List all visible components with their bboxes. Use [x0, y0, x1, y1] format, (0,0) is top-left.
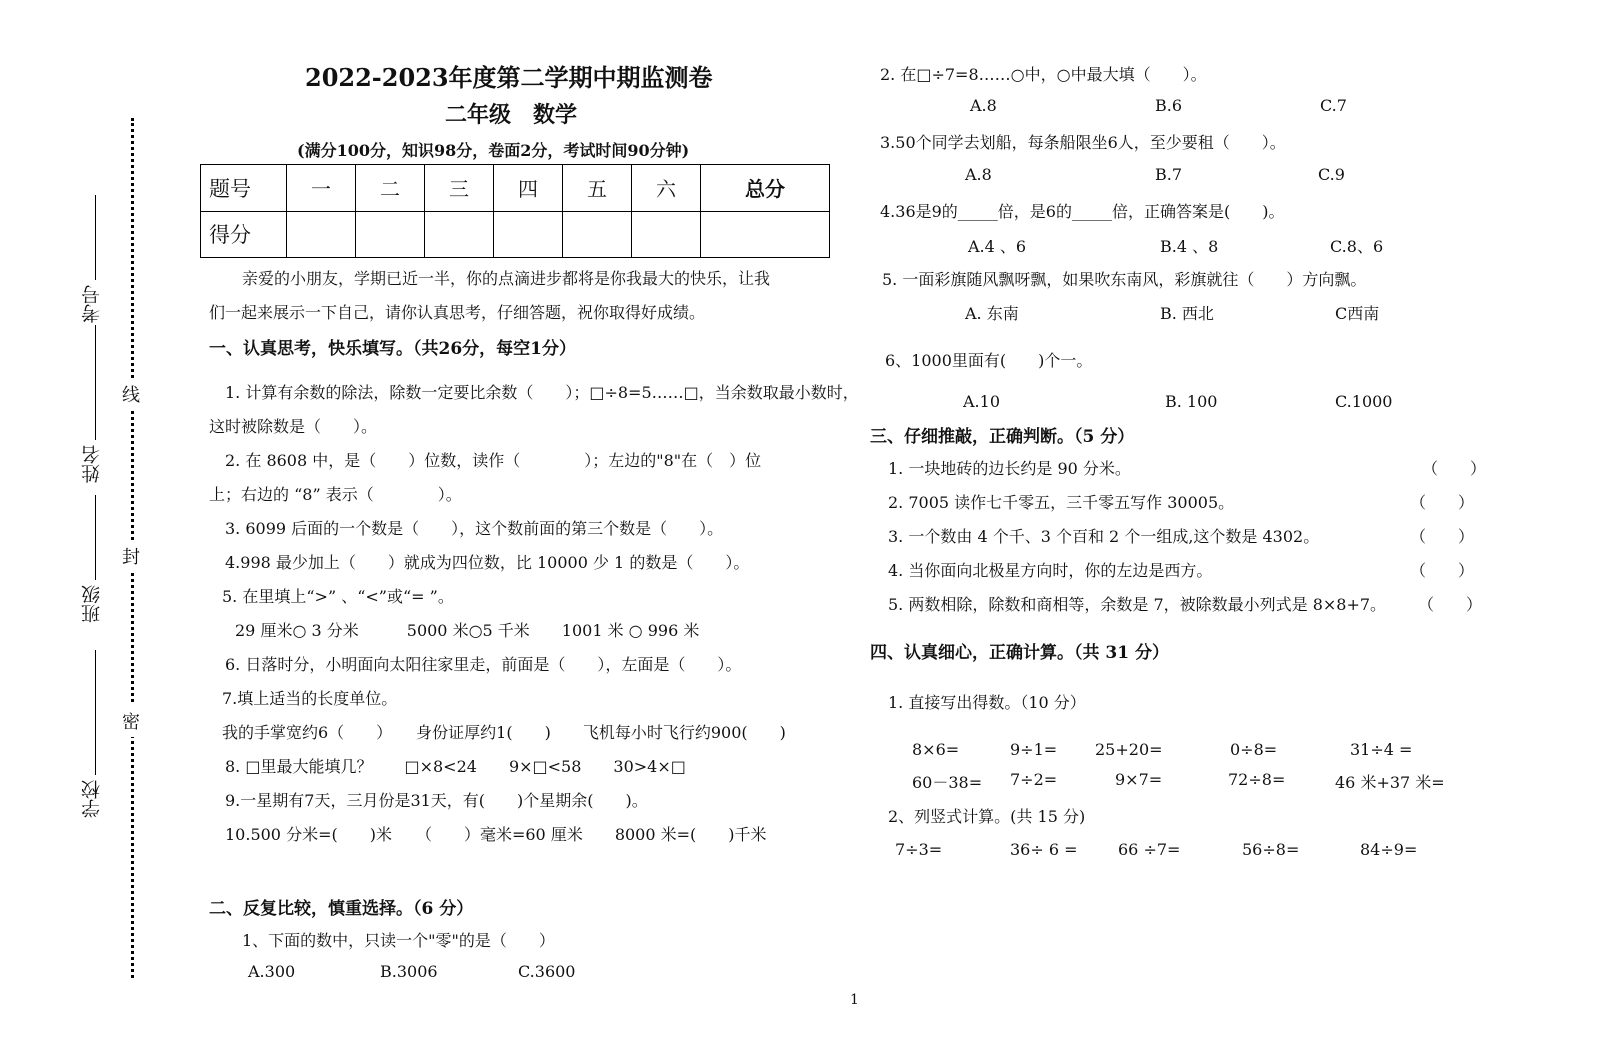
s2-q1: 1、下面的数中，只读一个"零"的是（ ）: [242, 931, 555, 950]
section2-title: 二、反复比较，慎重选择。（6 分）: [209, 899, 474, 919]
exam-note: (满分100分，知识98分，卷面2分，考试时间90分钟): [297, 141, 690, 160]
score-cell[interactable]: [563, 211, 632, 258]
calc-item: 60－38=: [912, 773, 983, 792]
col-3: 三: [425, 165, 494, 212]
s1-line: 9.一星期有7天，三月份是31天，有( )个星期余( )。: [225, 791, 648, 810]
s2-q4-opt-c[interactable]: C.8、6: [1330, 237, 1384, 256]
s2-q3-opt-c[interactable]: C.9: [1318, 165, 1345, 184]
s2-q5-opt-a[interactable]: A. 东南: [965, 304, 1019, 323]
score-cell[interactable]: [356, 211, 425, 258]
s2-q5-opt-b[interactable]: B. 西北: [1160, 304, 1214, 323]
seal-char-mi: 密: [122, 705, 140, 737]
name-label: 姓名: [81, 445, 103, 483]
s2-q3-opt-a[interactable]: A.8: [965, 165, 992, 184]
score-cell[interactable]: [287, 211, 356, 258]
calc-item: 7÷2=: [1010, 770, 1058, 789]
col-5: 五: [563, 165, 632, 212]
section3-title: 三、仔细推敲，正确判断。（5 分）: [870, 427, 1135, 447]
school-field[interactable]: [95, 650, 96, 775]
s1-line: 29 厘米○ 3 分米 5000 米○5 千米 1001 米 ○ 996 米: [235, 621, 700, 640]
calc-item: 9÷1=: [1010, 740, 1058, 759]
s4-sub1: 1. 直接写出得数。（10 分）: [888, 693, 1086, 712]
s4-sub2: 2、列竖式计算。(共 15 分): [888, 807, 1086, 826]
s2-q5: 5. 一面彩旗随风飘呀飘，如果吹东南风，彩旗就往（ ）方向飘。: [882, 270, 1367, 289]
s1-line: 7.填上适当的长度单位。: [222, 689, 398, 708]
calc-item: 0÷8=: [1230, 740, 1278, 759]
calc-item: 46 米+37 米=: [1335, 773, 1445, 792]
s3-item-1-bracket[interactable]: （ ）: [1422, 459, 1487, 478]
s2-q3: 3.50个同学去划船，每条船限坐6人，至少要租（ ）。: [880, 133, 1286, 152]
vertical-calc-item: 66 ÷7=: [1118, 840, 1181, 859]
s1-line: 4.998 最少加上（ ）就成为四位数，比 10000 少 1 的数是（ ）。: [225, 553, 750, 572]
score-cell[interactable]: [494, 211, 563, 258]
col-4: 四: [494, 165, 563, 212]
s3-item-5-bracket[interactable]: （ ）: [1418, 595, 1483, 614]
s2-q4-opt-a[interactable]: A.4 、6: [968, 237, 1027, 256]
score-table-header-row: [201, 165, 830, 212]
s2-q3-opt-b[interactable]: B.7: [1155, 165, 1183, 184]
s1-line: 2. 在 8608 中，是（ ）位数，读作（ ）；左边的"8"在（ ）位: [225, 451, 762, 470]
s1-line: 3. 6099 后面的一个数是（ ），这个数前面的第三个数是（ ）。: [225, 519, 724, 538]
exam-subtitle: 二年级 数学: [445, 102, 578, 128]
calc-item: 25+20=: [1095, 740, 1163, 759]
exam-no-label: 考号: [81, 285, 103, 323]
page-number: 1: [850, 992, 859, 1008]
s3-item-2-bracket[interactable]: （ ）: [1410, 493, 1475, 512]
class-label: 班级: [81, 585, 103, 623]
school-label: 学校: [81, 780, 103, 818]
s2-q1-opt-a[interactable]: A.300: [248, 962, 296, 981]
score-cell[interactable]: [701, 211, 830, 258]
s1-line: 8. □里最大能填几？ □×8<24 9×□<58 30>4×□: [225, 757, 686, 776]
s3-item-4-bracket[interactable]: （ ）: [1410, 561, 1475, 580]
col-1: 一: [287, 165, 356, 212]
s2-q4-opt-b[interactable]: B.4 、8: [1160, 237, 1219, 256]
s3-item-3: 3. 一个数由 4 个千、3 个百和 2 个一组成,这个数是 4302。: [888, 527, 1320, 546]
row-score-label: 得分: [201, 211, 287, 258]
intro-line-1: 亲爱的小朋友，学期已近一半，你的点滴进步都将是你我最大的快乐，让我: [242, 269, 771, 288]
s1-line: 1. 计算有余数的除法，除数一定要比余数（ ）；□÷8=5……□，当余数取最小数时，: [225, 383, 859, 402]
section4-title: 四、认真细心，正确计算。（共 31 分）: [870, 643, 1169, 663]
seal-char-xian: 线: [122, 378, 140, 410]
s1-line: 上；右边的 “8” 表示（ ）。: [209, 485, 462, 504]
s1-line: 5. 在里填上“>” 、“<”或“= ”。: [222, 587, 454, 606]
vertical-calc-item: 84÷9=: [1360, 840, 1418, 859]
s3-item-1: 1. 一块地砖的边长约是 90 分米。: [888, 459, 1131, 478]
vertical-calc-item: 36÷ 6 =: [1010, 840, 1078, 859]
seal-char-feng: 封: [122, 540, 140, 572]
row-header-label: 题号: [201, 165, 287, 212]
s1-line: 这时被除数是（ ）。: [209, 417, 378, 436]
name-field[interactable]: [95, 325, 96, 440]
s3-item-2: 2. 7005 读作七千零五，三千零五写作 30005。: [888, 493, 1235, 512]
s2-q6-opt-c[interactable]: C.1000: [1335, 392, 1393, 411]
s2-q2-opt-c[interactable]: C.7: [1320, 96, 1347, 115]
score-cell[interactable]: [425, 211, 494, 258]
s1-line: 6. 日落时分，小明面向太阳往家里走，前面是（ ），左面是（ ）。: [225, 655, 742, 674]
s2-q1-opt-c[interactable]: C.3600: [518, 962, 576, 981]
s2-q5-opt-c[interactable]: C西南: [1335, 304, 1380, 323]
s2-q2-opt-b[interactable]: B.6: [1155, 96, 1183, 115]
col-6: 六: [632, 165, 701, 212]
s3-item-3-bracket[interactable]: （ ）: [1410, 527, 1475, 546]
class-field[interactable]: [95, 495, 96, 580]
s1-line: 我的手掌宽约6（ ） 身份证厚约1( ) 飞机每小时飞行约900( ): [222, 723, 786, 742]
calc-item: 9×7=: [1115, 770, 1163, 789]
s3-item-4: 4. 当你面向北极星方向时，你的左边是西方。: [888, 561, 1213, 580]
score-cell[interactable]: [632, 211, 701, 258]
exam-title: 2022-2023年度第二学期中期监测卷: [305, 63, 713, 92]
s2-q6: 6、1000里面有( )个一。: [885, 351, 1093, 370]
section1-title: 一、认真思考，快乐填写。（共26分，每空1分）: [209, 339, 576, 359]
s2-q1-opt-b[interactable]: B.3006: [380, 962, 438, 981]
s2-q6-opt-a[interactable]: A.10: [963, 392, 1000, 411]
exam-no-field[interactable]: [95, 195, 96, 280]
calc-item: 72÷8=: [1228, 770, 1286, 789]
col-total: 总分: [701, 165, 830, 212]
s2-q4: 4.36是9的_____倍，是6的_____倍，正确答案是( )。: [880, 202, 1285, 221]
calc-item: 31÷4 =: [1350, 740, 1413, 759]
s2-q6-opt-b[interactable]: B. 100: [1165, 392, 1218, 411]
calc-item: 8×6=: [912, 740, 960, 759]
s2-q2: 2. 在□÷7=8……○中，○中最大填（ ）。: [880, 65, 1207, 84]
score-table-score-row: [201, 211, 830, 258]
vertical-calc-item: 7÷3=: [895, 840, 943, 859]
vertical-calc-item: 56÷8=: [1242, 840, 1300, 859]
score-table: [200, 164, 830, 258]
intro-line-2: 们一起来展示一下自己，请你认真思考，仔细答题，祝你取得好成绩。: [209, 303, 706, 322]
col-2: 二: [356, 165, 425, 212]
s1-line: 10.500 分米=( )米 （ ）毫米=60 厘米 8000 米=( )千米: [225, 825, 767, 844]
s2-q2-opt-a[interactable]: A.8: [970, 96, 997, 115]
s3-item-5: 5. 两数相除，除数和商相等，余数是 7，被除数最小列式是 8×8+7。: [888, 595, 1387, 614]
